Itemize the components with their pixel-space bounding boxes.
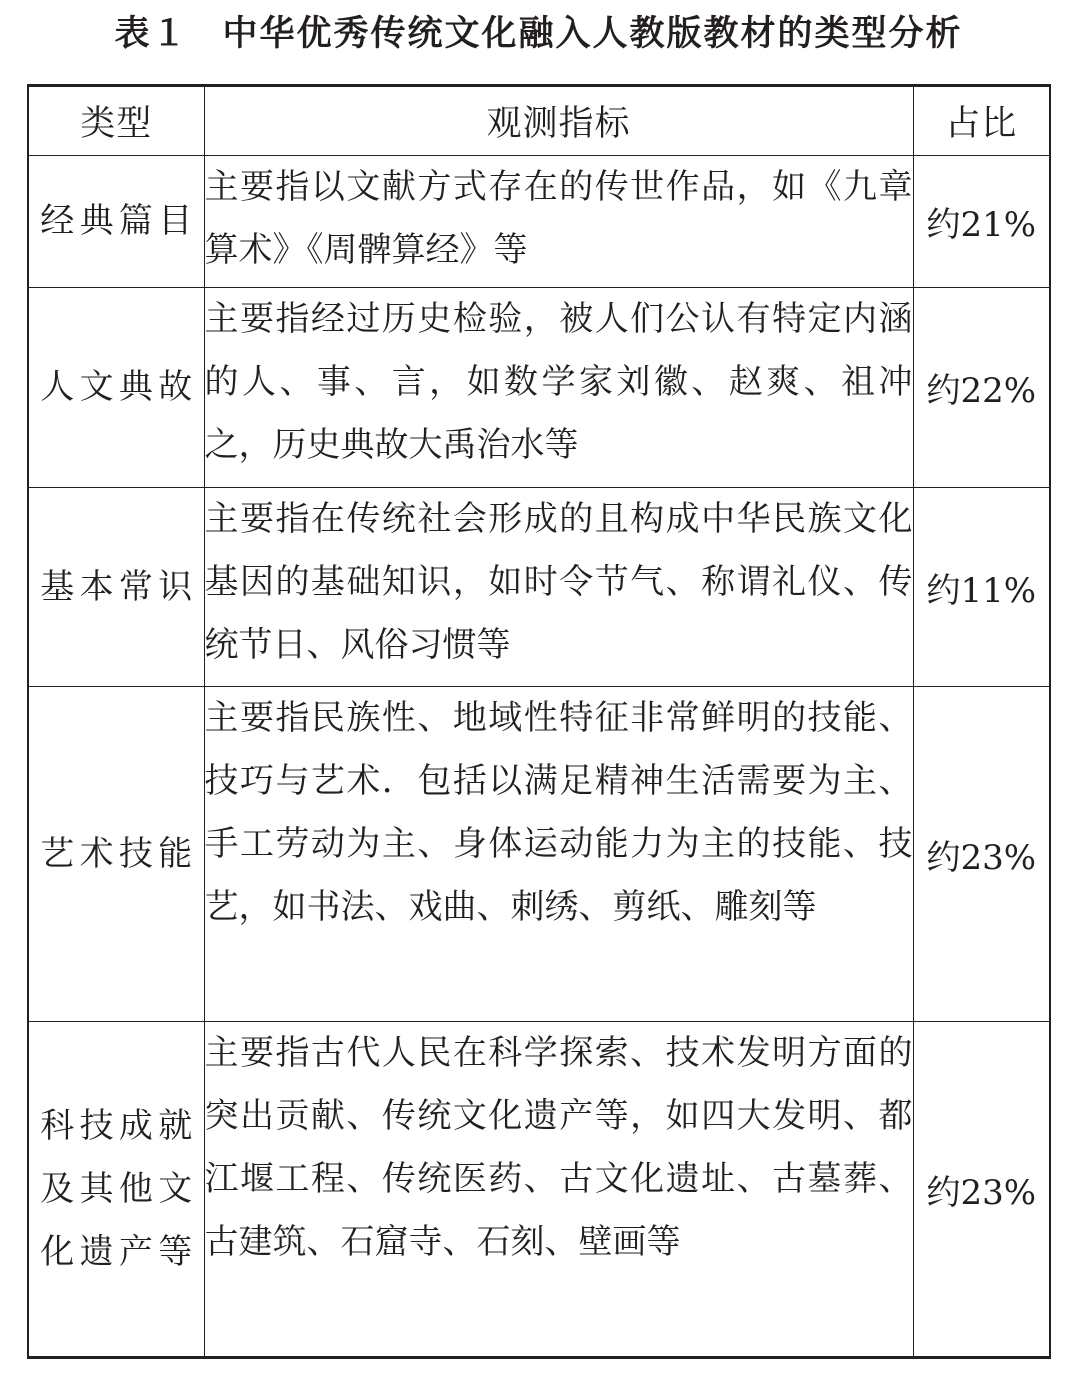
analysis-table: [27, 84, 1051, 1359]
description-cell: 主要指经过历史检验，被人们公认有特定内涵的人、事、言，如数学家刘徽、赵爽、祖冲之，历史典故大禹治水等: [204, 288, 913, 488]
table-row: [28, 1022, 1050, 1358]
type-cell: [28, 488, 204, 687]
ratio-cell: 约21%: [913, 156, 1050, 288]
description-cell: 主要指民族性、地域性特征非常鲜明的技能、技巧与艺术．包括以满足精神生活需要为主、手工劳动为主、身体运动能力为主的技能、技艺，如书法、戏曲、刺绣、剪纸、雕刻等: [204, 687, 913, 1022]
header-row: [28, 86, 1050, 156]
ratio-cell: 约23%: [913, 1022, 1050, 1358]
header-type: 类型: [28, 86, 204, 156]
type-label: 经典篇目: [40, 201, 193, 241]
type-label: 艺术技能: [40, 833, 193, 874]
table-row: [28, 687, 1050, 1022]
table-row: [28, 488, 1050, 687]
table-number: 表１: [114, 14, 189, 54]
table-title: 中华优秀传统文化融入人教版教材的类型分析: [222, 14, 963, 54]
table-row: [28, 156, 1050, 288]
header-indicator: 观测指标: [204, 86, 913, 156]
type-label: 基本常识: [40, 566, 193, 607]
type-label: 科技成就及其他文化遗产等: [40, 1105, 193, 1272]
ratio-cell: 约11%: [913, 488, 1050, 687]
ratio-cell: 约23%: [913, 687, 1050, 1022]
type-label: 人文典故: [40, 367, 193, 407]
type-cell: [28, 156, 204, 288]
description-cell: 主要指以文献方式存在的传世作品，如《九章算术》《周髀算经》等: [204, 156, 913, 288]
type-cell: [28, 288, 204, 488]
type-cell: [28, 687, 204, 1022]
description-cell: 主要指古代人民在科学探索、技术发明方面的突出贡献、传统文化遗产等，如四大发明、都江堰工程、传统医药、古文化遗址、古墓葬、古建筑、石窟寺、石刻、壁画等: [204, 1022, 913, 1358]
header-ratio: 占比: [913, 86, 1050, 156]
table-row: [28, 288, 1050, 488]
type-cell: [28, 1022, 204, 1358]
table-caption: [0, 8, 1077, 60]
ratio-cell: 约22%: [913, 288, 1050, 488]
description-cell: 主要指在传统社会形成的且构成中华民族文化基因的基础知识，如时令节气、称谓礼仪、传统节日、风俗习惯等: [204, 488, 913, 687]
